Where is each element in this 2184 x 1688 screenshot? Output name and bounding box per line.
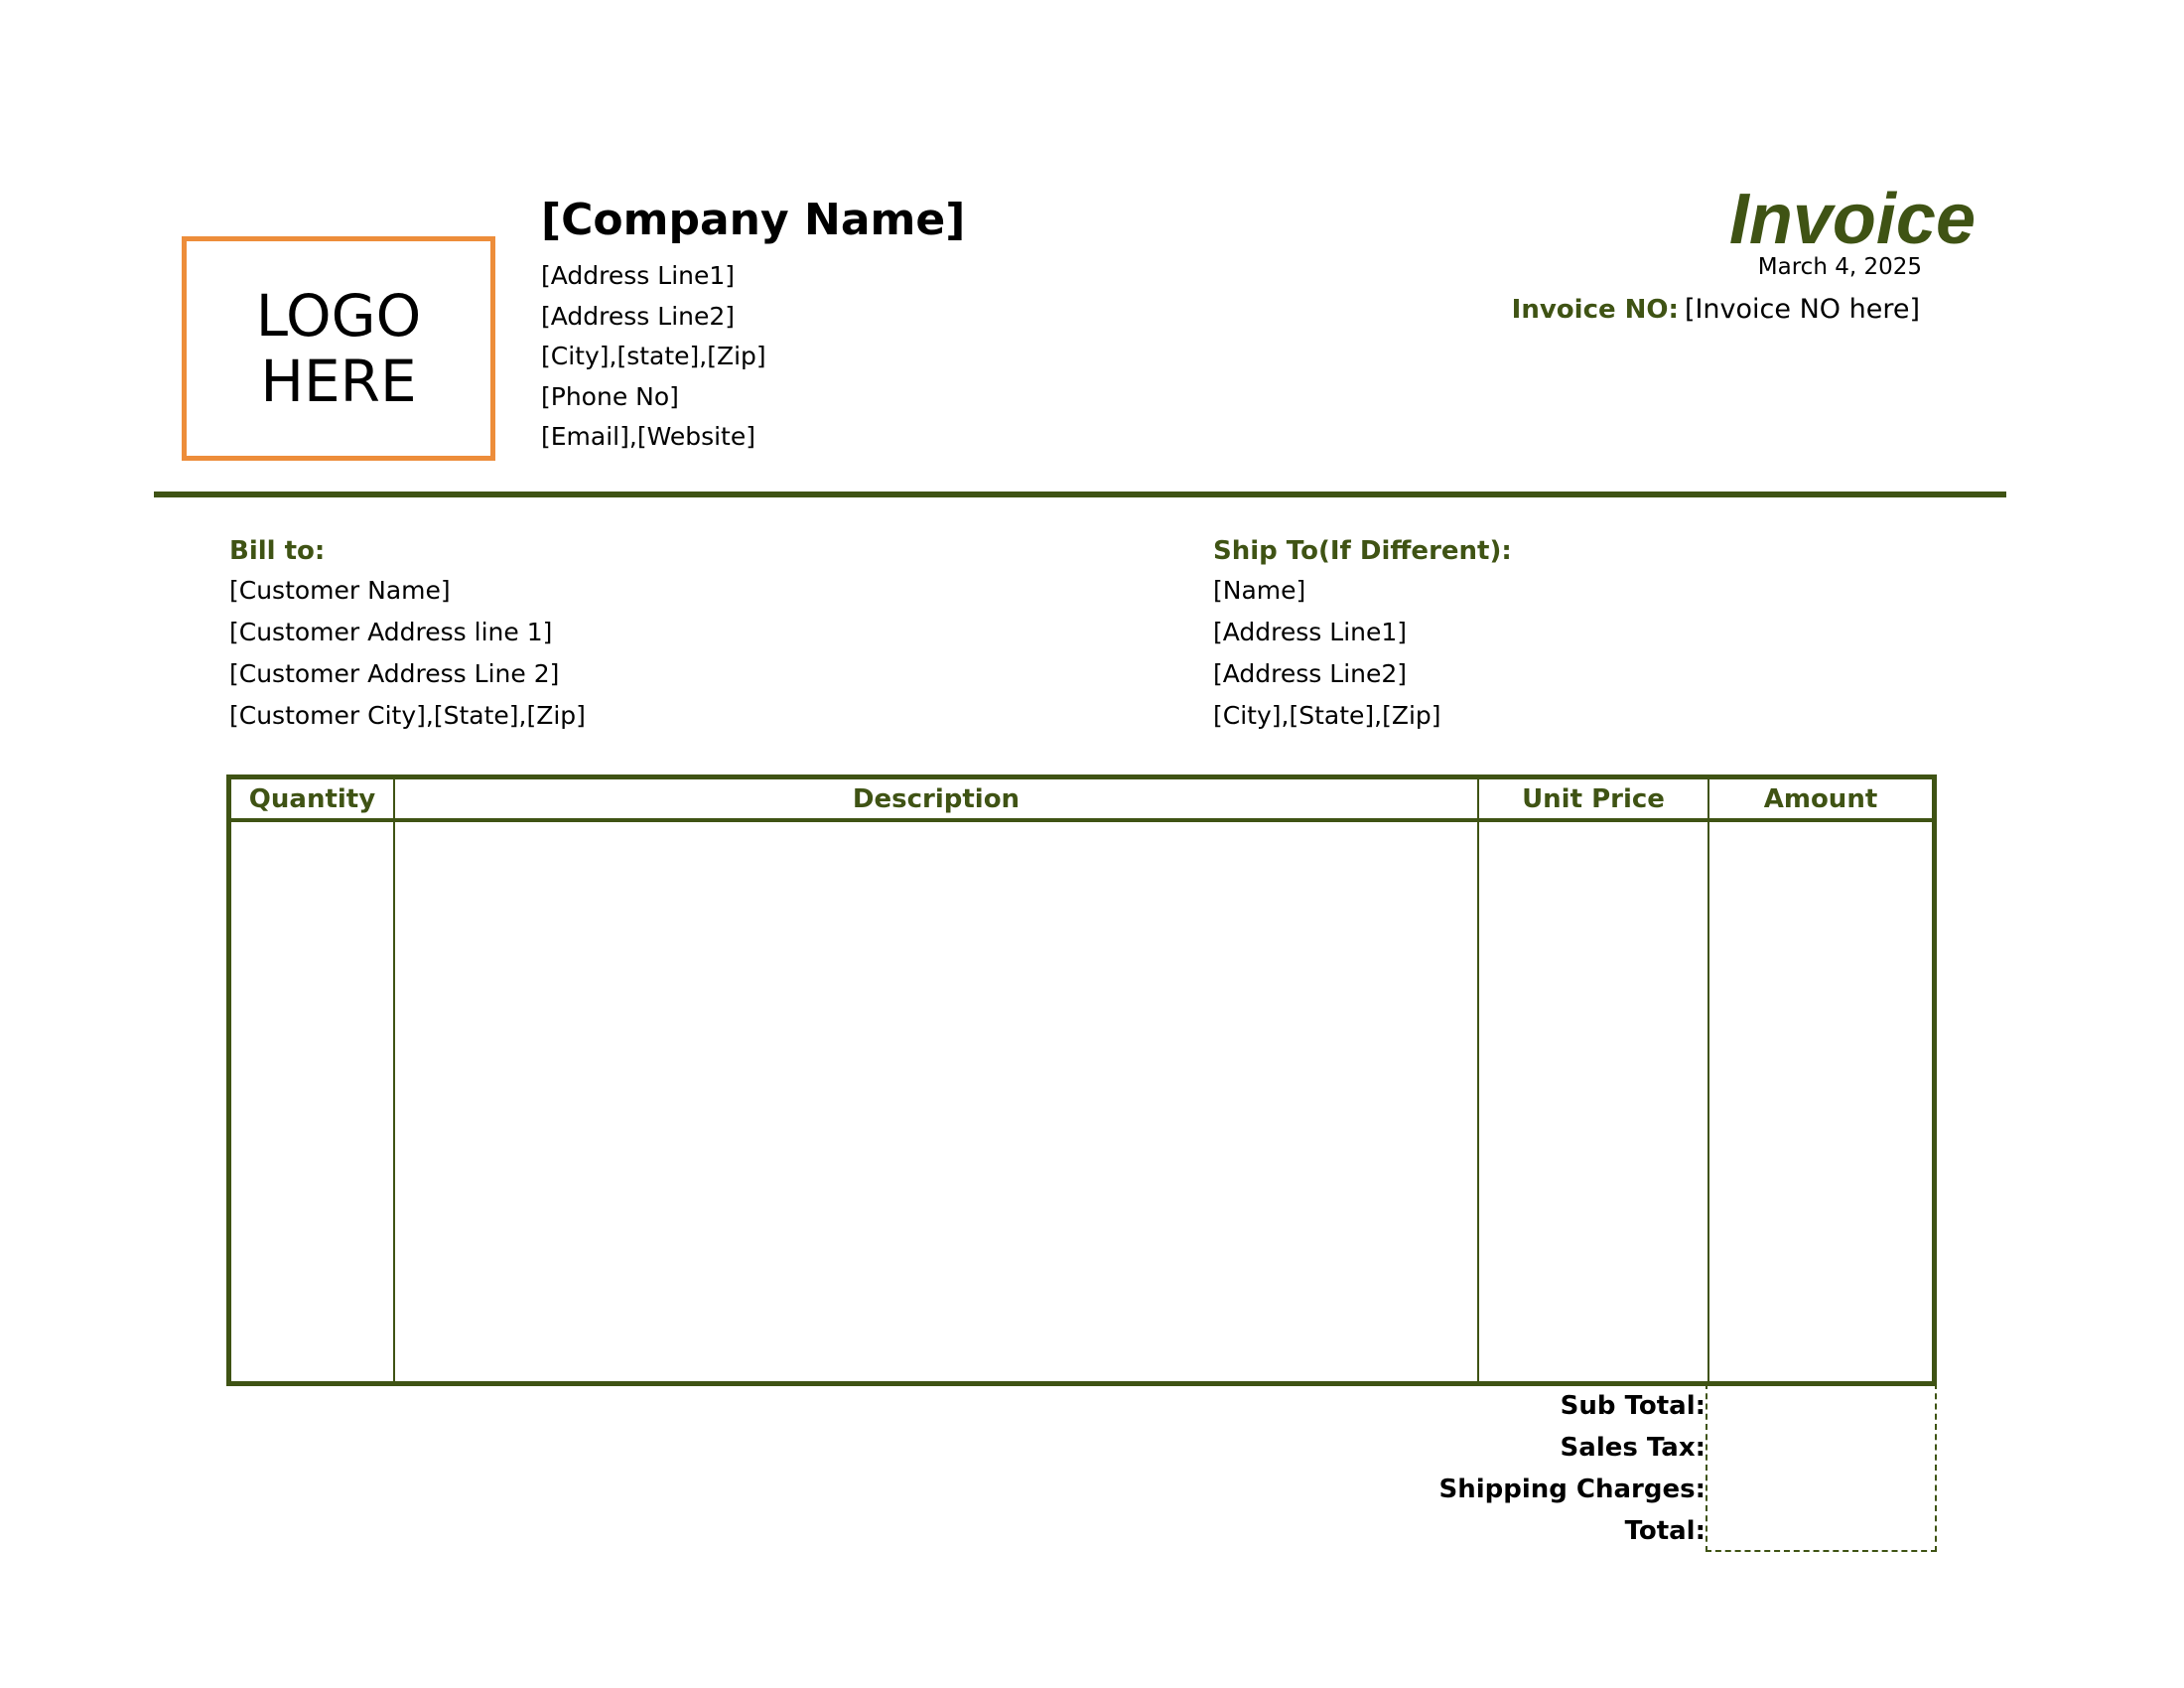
ship-to-address-line1: [Address Line1] xyxy=(1213,618,1408,646)
total-label: Total: xyxy=(1624,1516,1706,1546)
logo-placeholder xyxy=(182,236,495,461)
customer-name: [Customer Name] xyxy=(229,576,451,605)
sub-total-label: Sub Total: xyxy=(1560,1391,1706,1421)
logo-text: LOGO HERE xyxy=(255,282,422,415)
bill-to-heading: Bill to: xyxy=(229,536,326,566)
totals-labels xyxy=(1438,1385,1706,1552)
company-address-line1: [Address Line1] xyxy=(541,261,736,290)
company-name: [Company Name] xyxy=(541,195,966,245)
sales-tax-label: Sales Tax: xyxy=(1560,1433,1706,1463)
ship-to-address-line2: [Address Line2] xyxy=(1213,659,1408,688)
header-divider xyxy=(154,492,2006,497)
table-header-rule xyxy=(231,818,1932,822)
invoice-number-value: [Invoice NO here] xyxy=(1684,294,1920,325)
column-divider xyxy=(393,779,395,1381)
customer-address-line1: [Customer Address line 1] xyxy=(229,618,553,646)
invoice-number-label: Invoice NO: xyxy=(1511,295,1679,325)
column-header-amount: Amount xyxy=(1763,783,1878,814)
shipping-charges-label: Shipping Charges: xyxy=(1438,1475,1706,1504)
ship-to-name: [Name] xyxy=(1213,576,1306,605)
customer-address-line2: [Customer Address Line 2] xyxy=(229,659,560,688)
column-header-unit-price: Unit Price xyxy=(1522,783,1665,814)
ship-to-city-state-zip: [City],[State],[Zip] xyxy=(1213,701,1441,730)
column-divider xyxy=(1707,779,1709,1381)
column-header-quantity: Quantity xyxy=(248,783,376,814)
invoice-title: Invoice xyxy=(1728,180,1976,259)
invoice-date: March 4, 2025 xyxy=(1757,254,1922,280)
customer-city-state-zip: [Customer City],[State],[Zip] xyxy=(229,701,586,730)
items-table xyxy=(226,774,1937,1386)
company-address-line2: [Address Line2] xyxy=(541,301,736,331)
company-phone: [Phone No] xyxy=(541,381,679,411)
ship-to-block xyxy=(1213,532,1512,737)
company-address-block xyxy=(541,256,766,458)
company-email-website: [Email],[Website] xyxy=(541,422,755,451)
ship-to-heading: Ship To(If Different): xyxy=(1213,536,1512,566)
column-header-description: Description xyxy=(852,783,1021,814)
column-divider xyxy=(1477,779,1479,1381)
company-city-state-zip: [City],[state],[Zip] xyxy=(541,342,766,370)
invoice-number xyxy=(1512,294,1920,325)
totals-values-box xyxy=(1706,1383,1937,1552)
bill-to-block xyxy=(229,532,586,737)
